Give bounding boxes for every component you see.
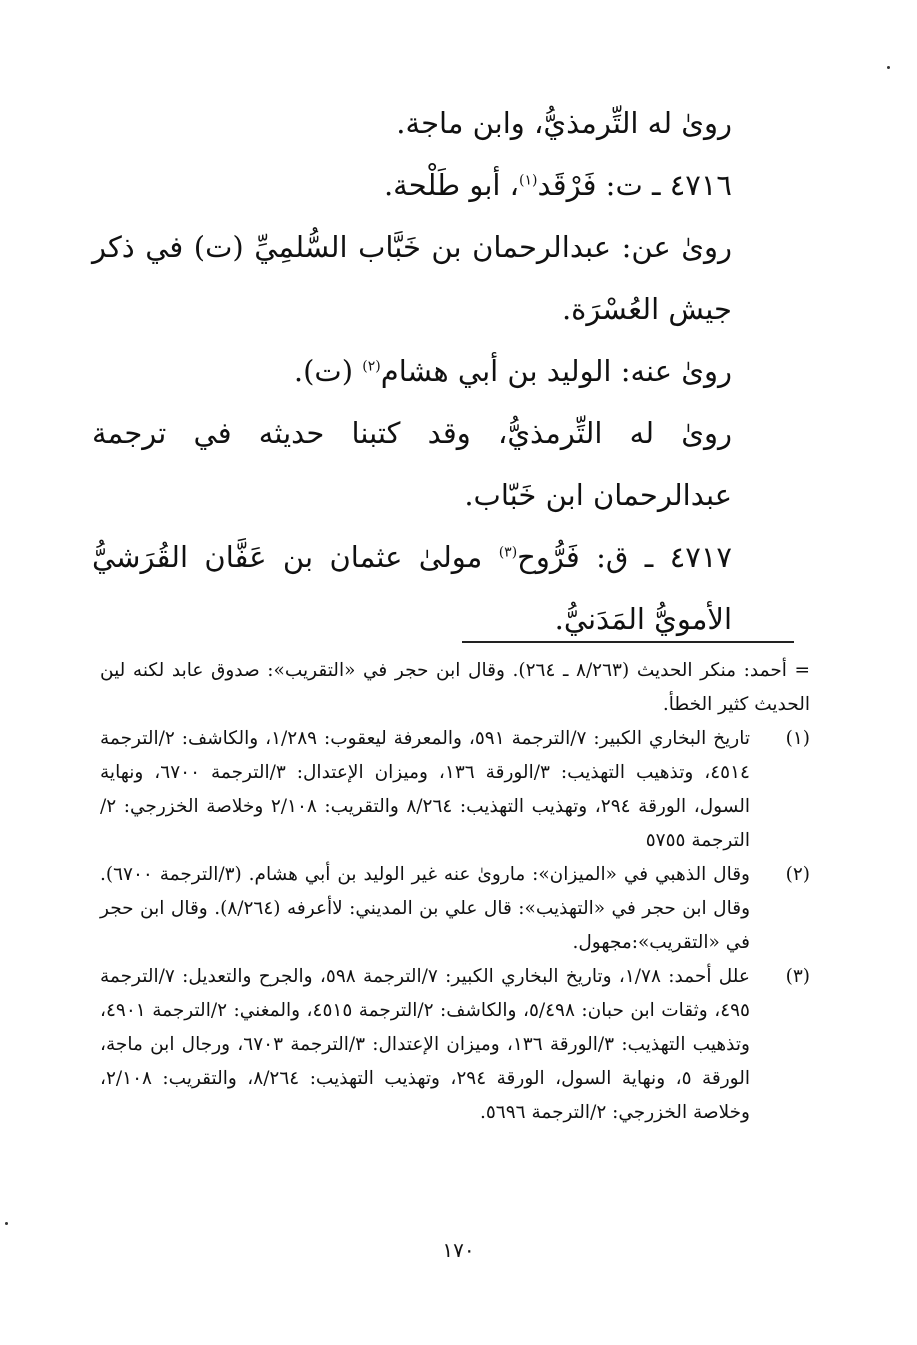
footnote-text: وقال الذهبي في «الميزان»: ماروىٰ عنه غير الوليد بن أبي هشام. (٣/الترجمة ٦٧٠٠). وقال ابن حجر في «التهذيب»: قال علي بن المديني: لاأعرفه (٨/٢٦٤). وقال ابن حجر في «التقريب»:مجهول. (100, 864, 750, 953)
narrated-by-line (92, 340, 732, 402)
entry-4716-kunya: ، أبو طَلْحة. (383, 168, 520, 202)
footnote-separator (462, 641, 794, 643)
footnote-text: علل أحمد: ١/٧٨، وتاريخ البخاري الكبير: ٧/الترجمة ٥٩٨، والجرح والتعديل: ٧/الترجمة ٤٩٥، وثقات ابن حبان: ٥/٤٩٨، والكاشف: ٢/الترجمة ٤٥١٥، والمغني: ٢/الترجمة ٤٩٠١، وتذهيب التهذيب: ٣/الورقة ١٣٦، وميزان الإعتدال: ٣/الترجمة ٦٧٠٣، ورجال ابن ماجة، الورقة ٥، ونهاية السول، الورقة ٢٩٤، وتهذيب التهذيب: ٨/٢٦٤، والتقريب: ٢/١٠٨، وخلاصة الخزرجي: ٢/الترجمة ٥٦٩٦. (100, 966, 750, 1123)
entry-4717-name: ٤٧١٧ ـ ق: فَرُّوح (517, 540, 732, 574)
footnote-number: (٢) (785, 864, 810, 885)
narrated-from-line: رویٰ عن: عبدالرحمان بن خَبَّاب السُّلمِيِّ (ت) في ذكر جيش العُسْرَة. (92, 230, 732, 326)
footnote-3 (100, 960, 810, 1130)
footnote-ref-3: (٣) (498, 544, 518, 561)
entry-4717-heading (92, 526, 732, 650)
entry-4717-description: مولىٰ عثمان بن عَفَّان القُرَشيُّ الأمويُّ المَدَنيُّ. (92, 540, 732, 636)
scan-speck (887, 66, 890, 69)
footnote-number: (١) (785, 728, 810, 749)
footnote-1 (100, 722, 810, 858)
page-number: ١٧٠ (442, 1238, 475, 1262)
entry-4716-heading (92, 154, 732, 216)
scan-speck (5, 1222, 8, 1225)
narrated-by-code: (ت). (293, 354, 363, 388)
footnote-text: تاريخ البخاري الكبير: ٧/الترجمة ٥٩١، والمعرفة ليعقوب: ١/٢٨٩، والكاشف: ٢/الترجمة ٤٥١٤، وتذهيب التهذيب: ٣/الورقة ١٣٦، وميزان الإعتدال: ٣/الترجمة ٦٧٠٠، ونهاية السول، الورقة ٢٩٤، وتهذيب التهذيب: ٨/٢٦٤ والتقريب: ٢/١٠٨ وخلاصة الخزرجي: ٢/الترجمة ٥٧٥٥ (100, 728, 750, 851)
main-text-body (92, 92, 732, 650)
footnote-continuation: = أحمد: منكر الحديث (٨/٢٦٣ ـ ٢٦٤). وقال ابن حجر في «التقريب»: صدوق عابد لكنه لين الحديث كثير الخطأ. (100, 660, 810, 715)
narration-line-1: رویٰ له التِّرمذيُّ، وابن ماجة. (396, 106, 732, 140)
footnote-number: (٣) (785, 966, 810, 987)
narrated-by-text: رویٰ عنه: الوليد بن أبي هشام (380, 354, 732, 388)
footnotes-section (100, 654, 810, 1130)
footnote-ref-1: (١) (519, 172, 538, 189)
footnote-ref-2: (٢) (362, 358, 381, 375)
entry-4716-name: ٤٧١٦ ـ ت: فَرْقَد (537, 168, 732, 202)
footnote-2 (100, 858, 810, 960)
narration-line-5: رویٰ له التِّرمذيُّ، وقد كتبنا حديثه في ترجمة عبدالرحمان ابن خَبّاب. (92, 416, 732, 512)
